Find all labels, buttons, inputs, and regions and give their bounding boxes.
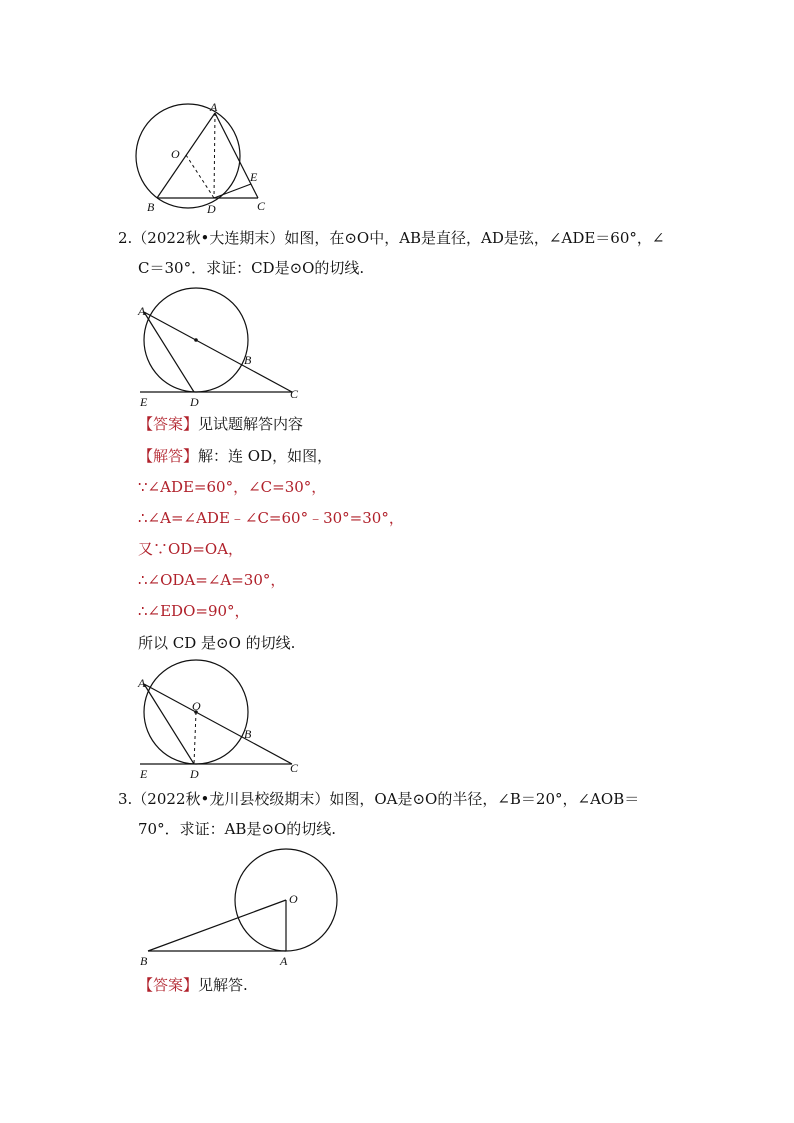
answer-2 [138, 414, 303, 434]
label-o: O [171, 147, 180, 161]
line-ac [144, 312, 292, 392]
label-b: B [244, 727, 252, 741]
segment-ac [215, 113, 258, 198]
label-e: E [250, 170, 258, 184]
figure-2-tangent-diagram [132, 300, 312, 410]
answer-tag: 【答案】 [138, 976, 199, 994]
segment-od-dashed [194, 712, 196, 764]
segment-ad [144, 684, 194, 764]
label-a: A [138, 676, 146, 690]
label-d: D [190, 395, 199, 409]
circle-o [136, 104, 240, 208]
line-ac [144, 684, 292, 764]
solution-tag: 【解答】 [138, 447, 199, 465]
segment-ad-dashed [214, 113, 215, 198]
label-a: A [210, 100, 218, 114]
figure-1-circle-triangle [130, 100, 280, 220]
answer-text: 见解答. [198, 976, 248, 994]
label-b: B [244, 353, 252, 367]
label-b: B [147, 200, 155, 214]
label-o: O [289, 892, 298, 906]
label-c: C [290, 387, 299, 401]
figure-3-solution-diagram [132, 672, 312, 782]
label-d: D [190, 767, 199, 781]
label-e: E [140, 395, 148, 409]
question-2-line-1: 2.（2022秋•大连期末）如图，在⊙O中，AB是直径，AD是弦，∠ADE＝60°，∠ [118, 229, 665, 247]
segment-ob [148, 900, 286, 951]
label-a: A [138, 304, 146, 318]
label-a: A [280, 954, 288, 968]
segment-od-dashed [186, 155, 214, 198]
label-o: O [192, 699, 201, 713]
label-c: C [290, 761, 299, 775]
label-e: E [140, 767, 148, 781]
solution-2-head [138, 446, 332, 466]
question-2-line-2: C＝30°．求证：CD是⊙O的切线. [138, 259, 365, 277]
solution-step-1: ∵∠ADE=60°，∠C=30°， [138, 478, 327, 496]
label-c: C [257, 199, 266, 213]
answer-tag: 【答案】 [138, 415, 199, 433]
label-b: B [140, 954, 148, 968]
question-3-line-1: 3.（2022秋•龙川县校级期末）如图，OA是⊙O的半径，∠B＝20°，∠AOB＝ [118, 790, 640, 808]
figure-4-radius-tangent [136, 845, 346, 970]
solution-step-3: 又∵OD=OA， [138, 540, 244, 558]
solution-head-text: 解：连 OD，如图， [198, 447, 333, 465]
question-3-line-2: 70°．求证：AB是⊙O的切线. [138, 820, 337, 838]
solution-conclusion: 所以 CD 是⊙O 的切线. [138, 634, 296, 652]
solution-step-4: ∴∠ODA=∠A=30°， [138, 571, 286, 589]
answer-text: 见试题解答内容 [198, 415, 304, 433]
answer-3 [138, 975, 248, 995]
segment-de [214, 184, 251, 198]
label-d: D [207, 202, 216, 216]
segment-ad [144, 312, 194, 392]
solution-step-5: ∴∠EDO=90°， [138, 602, 250, 620]
solution-step-2: ∴∠A=∠ADE﹣∠C=60°﹣30°=30°， [138, 509, 404, 527]
